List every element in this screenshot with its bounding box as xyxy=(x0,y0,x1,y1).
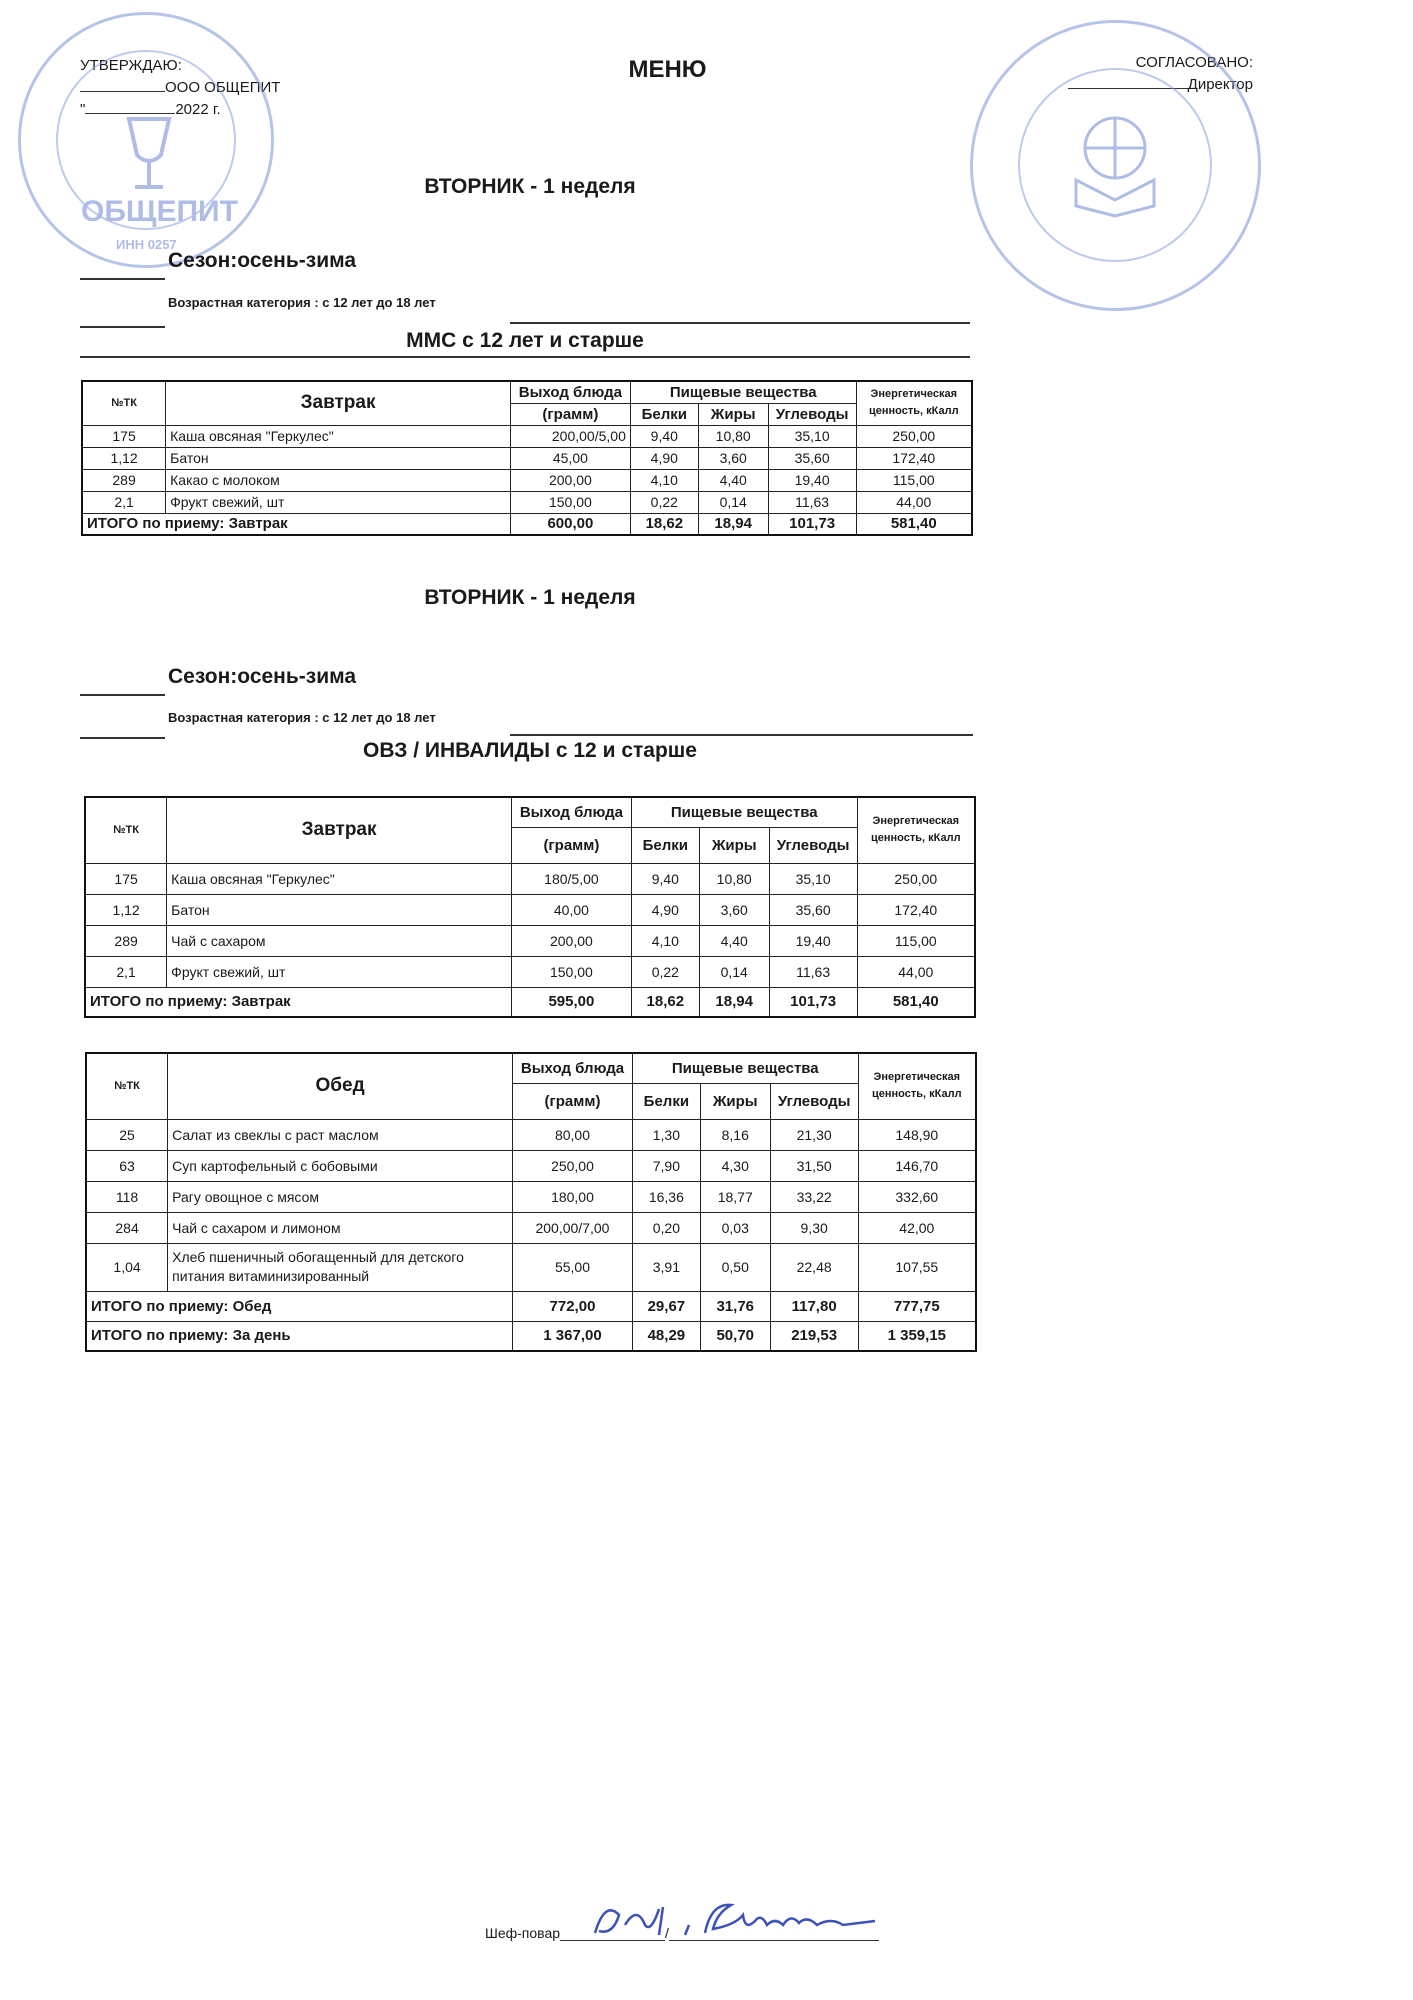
col-protein: Белки xyxy=(631,827,699,863)
col-yield-unit: (грамм) xyxy=(513,1083,633,1119)
approval-block: УТВЕРЖДАЮ: ООО ОБЩЕПИТ " 2022 г. xyxy=(80,57,281,118)
chef-signature xyxy=(585,1895,885,1945)
table-row: 284 Чай с сахаром и лимоном 200,00/7,00 0,20 0,03 9,30 42,00 xyxy=(86,1212,976,1243)
day-total-row: ИТОГО по приему: За день 1 367,00 48,29 50,70 219,53 1 359,15 xyxy=(86,1321,976,1351)
col-yield-unit: (грамм) xyxy=(511,827,631,863)
col-protein: Белки xyxy=(630,403,698,425)
book-globe-icon xyxy=(1068,108,1163,218)
col-meal: Завтрак xyxy=(167,797,512,863)
page-title: МЕНЮ xyxy=(628,56,707,83)
org-name: ООО ОБЩЕПИТ xyxy=(165,79,281,96)
total-row: ИТОГО по приему: Обед 772,00 29,67 31,76 117,80 777,75 xyxy=(86,1291,976,1321)
section1-day: ВТОРНИК - 1 неделя xyxy=(424,175,636,198)
chef-signature-block: Шеф-повар / xyxy=(485,1922,879,1941)
stamp-inn: ИНН 0257 xyxy=(116,237,177,252)
section2-season: Сезон:осень-зима xyxy=(168,665,357,688)
col-fat: Жиры xyxy=(699,827,769,863)
col-fat: Жиры xyxy=(700,1083,770,1119)
col-energy: Энергетическая ценность, кКалл xyxy=(856,381,972,425)
section2-breakfast-table xyxy=(84,796,976,1018)
col-energy: Энергетическая ценность, кКалл xyxy=(857,797,975,863)
table-row: 289 Какао с молоком 200,00 4,10 4,40 19,40 115,00 xyxy=(82,469,972,491)
table-row: 1,04 Хлеб пшеничный обогащенный для детского питания витаминизированный 55,00 3,91 0,50 22,48 107,55 xyxy=(86,1243,976,1291)
col-fat: Жиры xyxy=(698,403,768,425)
table-row: 2,1 Фрукт свежий, шт 150,00 0,22 0,14 11,63 44,00 xyxy=(82,491,972,513)
org-stamp xyxy=(18,12,274,268)
section2-lunch-table xyxy=(85,1052,977,1352)
table-row: 63 Суп картофельный с бобовыми 250,00 7,90 4,30 31,50 146,70 xyxy=(86,1150,976,1181)
agreed-label: СОГЛАСОВАНО: xyxy=(1135,54,1253,71)
col-carbs: Углеводы xyxy=(770,1083,858,1119)
total-row: ИТОГО по приему: Завтрак 595,00 18,62 18,94 101,73 581,40 xyxy=(85,987,975,1017)
col-nutrients: Пищевые вещества xyxy=(631,797,857,827)
col-carbs: Углеводы xyxy=(769,827,857,863)
table-row: 2,1 Фрукт свежий, шт 150,00 0,22 0,14 11,63 44,00 xyxy=(85,956,975,987)
table-row: 289 Чай с сахаром 200,00 4,10 4,40 19,40 115,00 xyxy=(85,925,975,956)
section2-day: ВТОРНИК - 1 неделя xyxy=(424,586,636,609)
col-energy: Энергетическая ценность, кКалл xyxy=(858,1053,976,1119)
section1-group: ММС с 12 лет и старше xyxy=(406,329,644,352)
approval-date: 2022 г. xyxy=(175,101,221,118)
col-tk: №ТК xyxy=(85,797,167,863)
col-tk: №ТК xyxy=(82,381,166,425)
col-meal: Завтрак xyxy=(166,381,511,425)
section1-age: Возрастная категория : с 12 лет до 18 лет xyxy=(168,295,436,310)
glass-icon xyxy=(121,115,177,195)
section2-age: Возрастная категория : с 12 лет до 18 лет xyxy=(168,710,436,725)
col-meal: Обед xyxy=(168,1053,513,1119)
section1-season: Сезон:осень-зима xyxy=(168,249,357,272)
chef-label: Шеф-повар xyxy=(485,1925,561,1941)
section2-group: ОВЗ / ИНВАЛИДЫ с 12 и старше xyxy=(363,739,697,762)
table-row: 175 Каша овсяная "Геркулес" 180/5,00 9,40 10,80 35,10 250,00 xyxy=(85,863,975,894)
col-protein: Белки xyxy=(632,1083,700,1119)
table-row: 118 Рагу овощное с мясом 180,00 16,36 18,77 33,22 332,60 xyxy=(86,1181,976,1212)
col-tk: №ТК xyxy=(86,1053,168,1119)
table-row: 1,12 Батон 40,00 4,90 3,60 35,60 172,40 xyxy=(85,894,975,925)
col-yield: Выход блюда xyxy=(513,1053,633,1083)
col-nutrients: Пищевые вещества xyxy=(630,381,856,403)
col-nutrients: Пищевые вещества xyxy=(632,1053,858,1083)
school-stamp xyxy=(970,20,1261,311)
director-label: Директор xyxy=(1187,76,1253,93)
col-carbs: Углеводы xyxy=(768,403,856,425)
table-row: 25 Салат из свеклы с раст маслом 80,00 1,30 8,16 21,30 148,90 xyxy=(86,1119,976,1150)
col-yield: Выход блюда xyxy=(510,381,630,403)
stamp-org-name: ОБЩЕПИТ xyxy=(81,195,238,228)
col-yield: Выход блюда xyxy=(511,797,631,827)
section1-breakfast-table xyxy=(81,380,973,536)
col-yield-unit: (грамм) xyxy=(510,403,630,425)
table-row: 1,12 Батон 45,00 4,90 3,60 35,60 172,40 xyxy=(82,447,972,469)
table-row: 175 Каша овсяная "Геркулес" 200,00/5,00 9,40 10,80 35,10 250,00 xyxy=(82,425,972,447)
approve-label: УТВЕРЖДАЮ: xyxy=(80,57,182,74)
total-row: ИТОГО по приему: Завтрак 600,00 18,62 18,94 101,73 581,40 xyxy=(82,513,972,535)
